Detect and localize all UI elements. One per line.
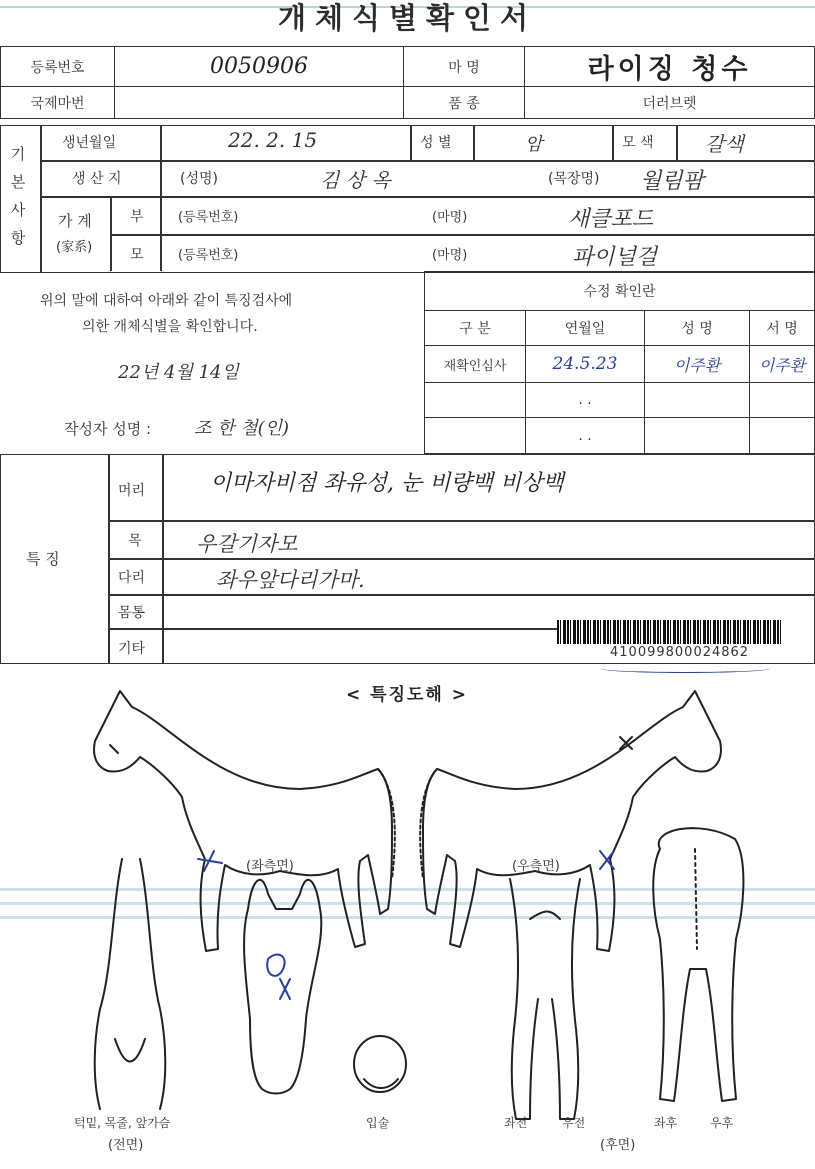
front-view-label: (전면)	[108, 1138, 144, 1153]
sex-label: 성 별	[420, 135, 452, 151]
revision-name	[645, 383, 750, 418]
revision-header: 서 명	[750, 311, 815, 346]
statement-line1: 위의 말에 대하여 아래와 같이 특징검사에	[40, 293, 293, 309]
statement-line2: 의한 개체식별을 확인합니다.	[82, 319, 258, 335]
revision-header: 성 명	[645, 311, 750, 346]
feature-neck-label: 목	[128, 533, 142, 549]
barcode	[557, 620, 783, 644]
feature-etc-label: 기타	[118, 641, 146, 657]
dam-name-value: 파이널걸	[572, 245, 658, 270]
birth-label: 생년월일	[62, 135, 117, 151]
sire-regno-label: (등록번호)	[178, 210, 239, 225]
sire-name-label: (마명)	[432, 210, 468, 225]
owner-value: 김 상 옥	[320, 168, 391, 192]
revision-type: 재확인심사	[425, 346, 526, 383]
diagram-title: < 특징도해 >	[346, 685, 469, 705]
horse-diagram	[0, 679, 815, 1169]
color-value: 갈색	[705, 132, 744, 156]
intl-no-label: 국제마번	[1, 87, 115, 119]
lineage-label: 가 계	[58, 212, 92, 230]
owner-label: (성명)	[180, 171, 218, 187]
rear-right-caption: 우후	[710, 1116, 734, 1130]
horse-right-side-figure	[420, 691, 721, 951]
horse-front-chest-figure	[95, 859, 166, 1109]
front-caption: 턱밑, 목줄, 앞가슴	[74, 1116, 171, 1130]
horse-name-label: 마 명	[404, 47, 525, 87]
front-right-caption: 우전	[562, 1116, 586, 1130]
revision-sign	[750, 418, 815, 454]
horse-front-legs-figure	[510, 879, 580, 1119]
horse-rear-figure	[653, 828, 743, 1101]
dam-regno-label: (등록번호)	[178, 248, 239, 263]
horse-muzzle-figure	[354, 1036, 406, 1092]
revision-type	[425, 383, 526, 418]
feature-head-label: 머리	[118, 483, 146, 499]
feature-leg-value: 좌우앞다리가마.	[216, 568, 365, 592]
front-left-caption: 좌전	[504, 1116, 528, 1130]
basic-section-label: 기본사항	[10, 145, 26, 247]
sire-name-value: 새클포드	[568, 207, 654, 232]
revision-date: . .	[526, 418, 645, 454]
horse-left-side-figure	[94, 691, 395, 951]
rear-view-label: (후면)	[600, 1138, 636, 1153]
left-side-label: (좌측면)	[246, 859, 294, 874]
document-title: 개체식별확인서	[277, 1, 538, 35]
features-section-label: 특 징	[26, 550, 60, 568]
farm-label: (목장명)	[548, 171, 600, 187]
reg-no-value: 0050906	[115, 47, 404, 87]
sex-value: 암	[525, 134, 543, 155]
revision-type	[425, 418, 526, 454]
birth-value: 22. 2. 15	[228, 128, 318, 152]
breed-value: 더러브렛	[525, 87, 815, 119]
sire-label: 부	[130, 209, 144, 225]
right-side-label: (우측면)	[512, 859, 560, 874]
lineage-hanja: (家系)	[56, 240, 93, 255]
farm-value: 월림팜	[640, 169, 704, 194]
dam-label: 모	[130, 247, 144, 263]
feature-head-value: 이마자비점 좌유성, 눈 비량백 비상백	[210, 471, 564, 496]
origin-label: 생 산 지	[72, 171, 122, 187]
breed-label: 품 종	[404, 87, 525, 119]
dam-name-label: (마명)	[432, 248, 468, 263]
statement-date: 22년 4월 14일	[118, 362, 239, 383]
reg-no-label: 등록번호	[1, 47, 115, 87]
registration-table	[0, 46, 815, 119]
muzzle-caption: 입술	[366, 1116, 390, 1130]
horse-name-value: 라이징 청수	[525, 47, 815, 87]
rear-left-caption: 좌후	[654, 1116, 678, 1130]
feature-leg-label: 다리	[118, 570, 146, 586]
horse-front-head-figure	[244, 880, 321, 1094]
barcode-number: 410099800024862	[610, 645, 750, 660]
author-label: 작성자 성명 :	[64, 420, 152, 438]
feature-body-label: 몸통	[118, 605, 146, 621]
revision-name: 이주환	[645, 346, 750, 383]
feature-neck-value: 우갈기자모	[196, 532, 298, 556]
color-label: 모 색	[622, 135, 654, 151]
revision-date: . .	[526, 383, 645, 418]
intl-no-value	[115, 87, 404, 119]
revision-header: 구 분	[425, 311, 526, 346]
revision-date: 24.5.23	[526, 346, 645, 383]
revision-sign: 이주환	[750, 346, 815, 383]
revision-table	[424, 271, 815, 454]
underline-mark	[600, 664, 770, 673]
revision-header: 연월일	[526, 311, 645, 346]
revision-title: 수정 확인란	[425, 272, 815, 311]
revision-name	[645, 418, 750, 454]
basic-info-box	[0, 125, 815, 273]
revision-sign	[750, 383, 815, 418]
author-value: 조 한 철(인)	[194, 418, 290, 439]
